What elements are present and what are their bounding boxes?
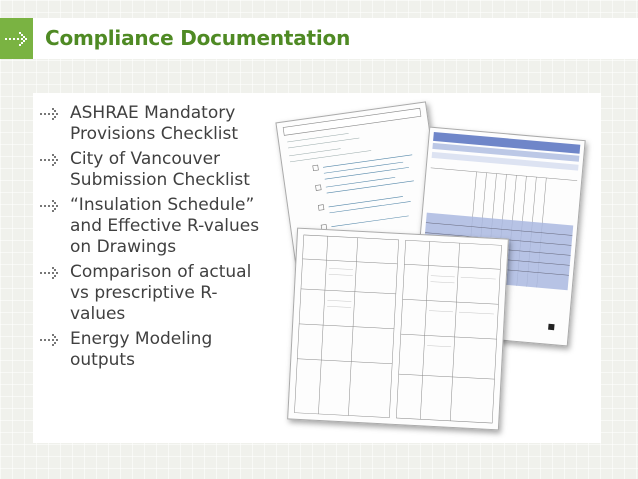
bullet-text: ASHRAE Mandatory Provisions Checklist (70, 103, 239, 144)
schedule-page (287, 228, 509, 431)
bullet-text: City of Vancouver Submission Checklist (70, 149, 250, 190)
dotted-arrow-icon (40, 107, 62, 121)
dotted-arrow-icon (40, 333, 62, 347)
bullet-item (40, 195, 270, 258)
dotted-arrow-icon (5, 30, 29, 48)
bullet-item (40, 149, 270, 191)
dotted-arrow-icon (40, 153, 62, 167)
schedule-page-graphic (288, 229, 508, 430)
bullet-list (40, 103, 270, 375)
bullet-text: “Insulation Schedule” and Effective R-values on Drawings (70, 195, 260, 257)
dotted-arrow-icon (40, 199, 62, 213)
dotted-arrow-icon (40, 266, 62, 280)
title-bar (0, 18, 638, 59)
bullet-item (40, 103, 270, 145)
title-icon-box (0, 18, 33, 59)
slide-title: Compliance Documentation (45, 26, 351, 50)
bullet-item (40, 329, 270, 371)
bullet-text: Energy Modeling outputs (70, 329, 213, 370)
bullet-text: Comparison of actual vs prescriptive R-values (70, 262, 252, 324)
bullet-item (40, 262, 270, 325)
document-collage (270, 93, 590, 443)
